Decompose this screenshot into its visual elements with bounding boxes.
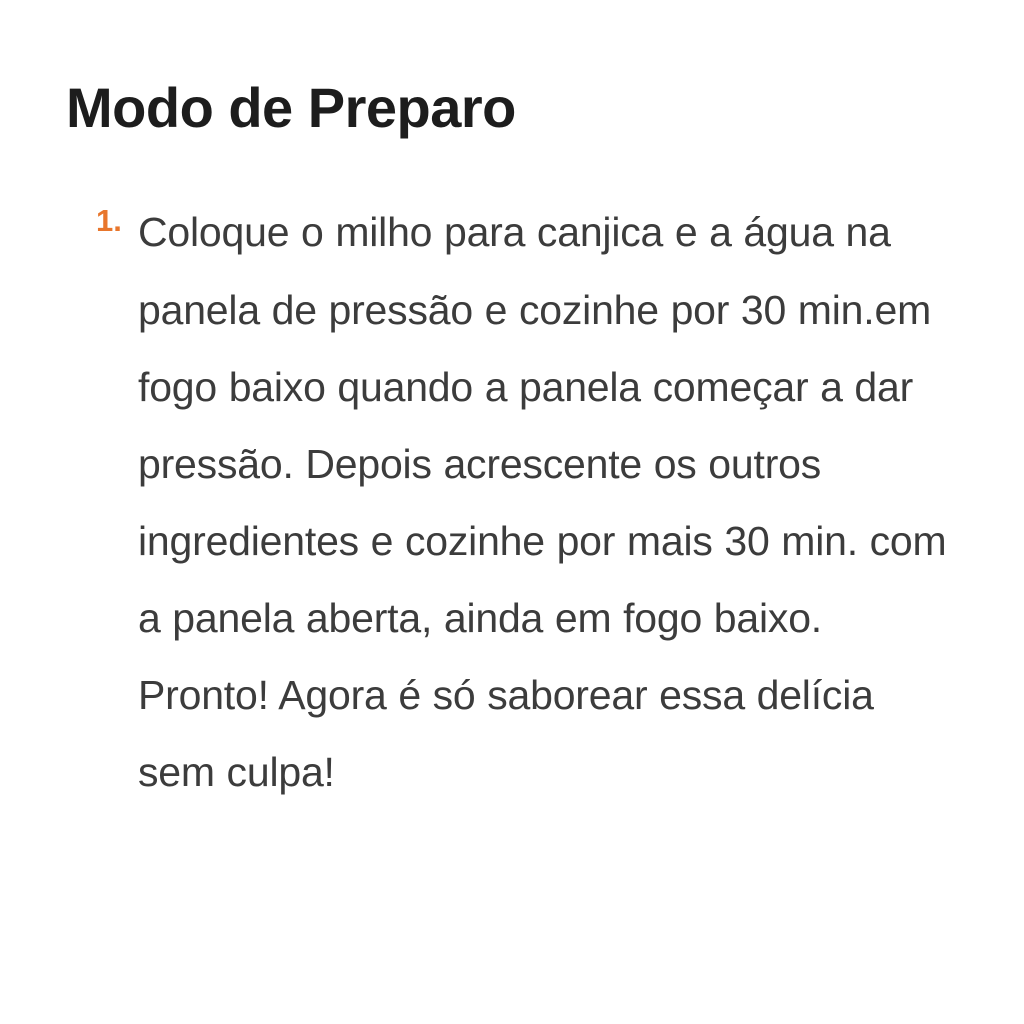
step-number-marker: 1. xyxy=(96,203,122,239)
list-item xyxy=(66,194,954,811)
preparation-steps-list xyxy=(66,194,954,811)
page-title: Modo de Preparo xyxy=(66,76,516,139)
step-text: Coloque o milho para canjica e a água na panela de pressão e cozinhe por 30 min.em fogo baixo quando a panela começar a dar pressão. Depois acrescente os outros ingredientes e cozinhe por mais 30 min. com a panela aberta, ainda em fogo baixo. Pronto! Agora é só saborear essa delícia sem culpa! xyxy=(138,209,947,796)
